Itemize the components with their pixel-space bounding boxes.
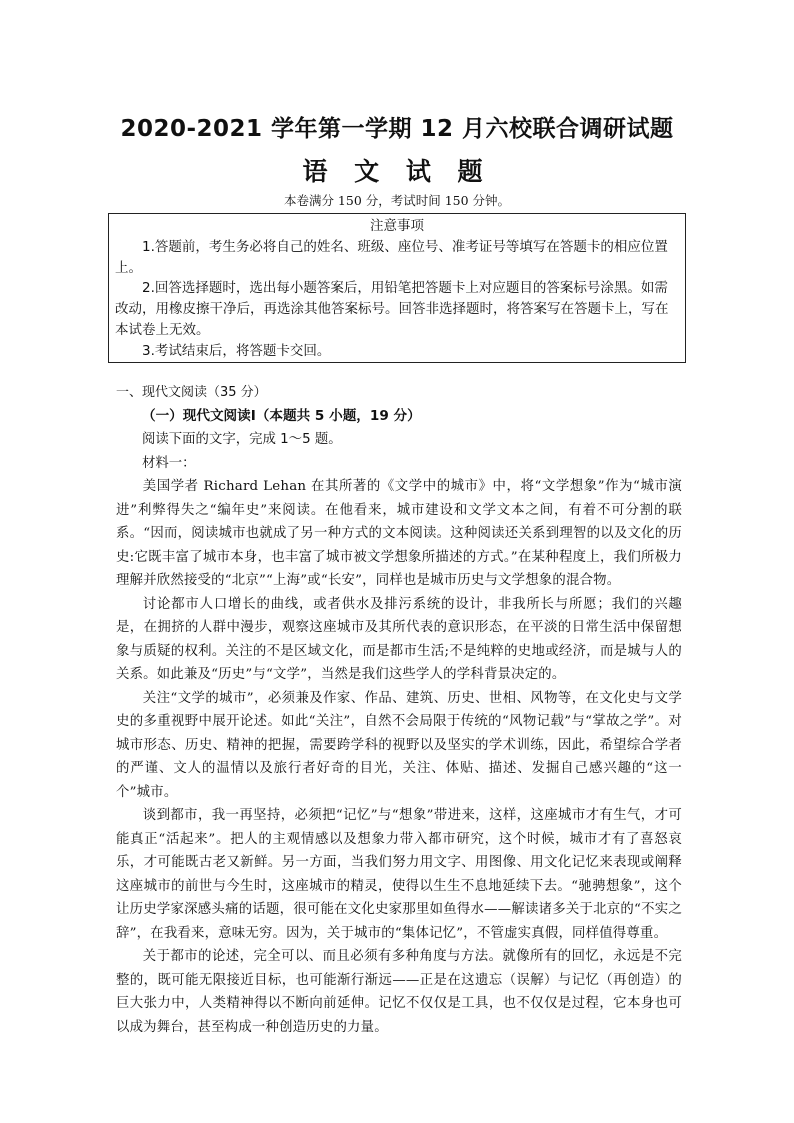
paragraph-1: 美国学者 Richard Lehan 在其所著的《文学中的城市》中，将“文学想象”作为“城市演进”利弊得失之“编年史”来阅读。在他看来，城市建设和文学文本之间，有着不可分割的联系。“因而，阅读城市也就成了另一种方式的文本阅读。这种阅读还关系到理智的以及文化的历史:它既丰富了城市本身，也丰富了城市被文学想象所描述的方式。”在某种程度上，我们所极力理解并欣然接受的“北京”“上海”或“长安”，同样也是城市历史与文学想象的混合物。 [116, 479, 682, 588]
notice-title: 注意事项 [370, 218, 424, 234]
paragraph-4: 谈到都市，我一再坚持，必须把“记忆”与“想象”带进来，这样，这座城市才有生气，才可能真正“活起来”。把人的主观情感以及想象力带入都市研究，这个时候，城市才有了喜怒哀乐，才可能既古老又新鲜。另一方面，当我们努力用文字、用图像、用文化记忆来表现或阐释这座城市的前世与今生时，这座城市的精灵，使得以生生不息地延续下去。“驰骋想象”，这个让历史学家深感头痛的话题，很可能在文化史家那里如鱼得水——解读诸多关于北京的“不实之辞”，在我看来，意味无穷。因为，关于城市的“集体记忆”，不管虚实真假，同样值得尊重。 [116, 808, 682, 941]
material-label: 材料一： [142, 455, 196, 471]
score-time-line: 本卷满分 150 分，考试时间 150 分钟。 [283, 193, 511, 208]
notice-box [108, 213, 686, 363]
notice-item-1: 1.答题前，考生务必将自己的姓名、班级、座位号、准考证号等填写在答题卡的相应位置上。 [115, 238, 668, 276]
sub-section-heading: （一）现代文阅读Ⅰ（本题共 5 小题，19 分） [142, 407, 421, 424]
reading-instruction: 阅读下面的文字，完成 1～5 题。 [142, 432, 342, 447]
notice-item-2: 2.回答选择题时，选出每小题答案后，用铅笔把答题卡上对应题目的答案标号涂黑。如需改动，用橡皮擦干净后，再选涂其他答案标号。回答非选择题时，将答案写在答题卡上，写在本试卷上无效。 [115, 280, 669, 338]
paragraph-5: 关于都市的论述，完全可以、而且必须有多种角度与方法。就像所有的回忆，永远是不完整的，既可能无限接近目标，也可能渐行渐远——正是在这遗忘（误解）与记忆（再创造）的巨大张力中，人类精神得以不断向前延伸。记忆不仅仅是工具，也不仅仅是过程，它本身也可以成为舞台，甚至构成一种创造历史的力量。 [116, 949, 682, 1035]
exam-title: 2020-2021 学年第一学期 12 月六校联合调研试题 [120, 116, 674, 142]
notice-item-3: 3.考试结束后，将答题卡交回。 [142, 342, 331, 359]
section-heading: 一、现代文阅读（35 分） [116, 385, 267, 400]
paragraph-2: 讨论都市人口增长的曲线，或者供水及排污系统的设计，非我所长与所愿；我们的兴趣是，在拥挤的人群中漫步，观察这座城市及其所代表的意识形态，在平淡的日常生活中保留想象与质疑的权利。关注的不是区域文化，而是都市生活;不是纯粹的史地或经济，而是城与人的关系。如此兼及“历史”与“文学”，当然是我们这些学人的学科背景决定的。 [116, 596, 682, 682]
reading-section [116, 381, 682, 1039]
paragraph-3: 关注“文学的城市”，必须兼及作家、作品、建筑、历史、世相、风物等，在文化史与文学史的多重视野中展开论述。如此“关注”，自然不会局限于传统的“风物记载”与“掌故之学”。对城市形态、历史、精神的把握，需要跨学科的视野以及坚实的学术训练，因此，希望综合学者的严谨、文人的温情以及旅行者好奇的目光，关注、体贴、描述、发掘自己感兴趣的“这一个”城市。 [116, 690, 682, 800]
subject-title: 语 文 试 题 [302, 157, 492, 186]
